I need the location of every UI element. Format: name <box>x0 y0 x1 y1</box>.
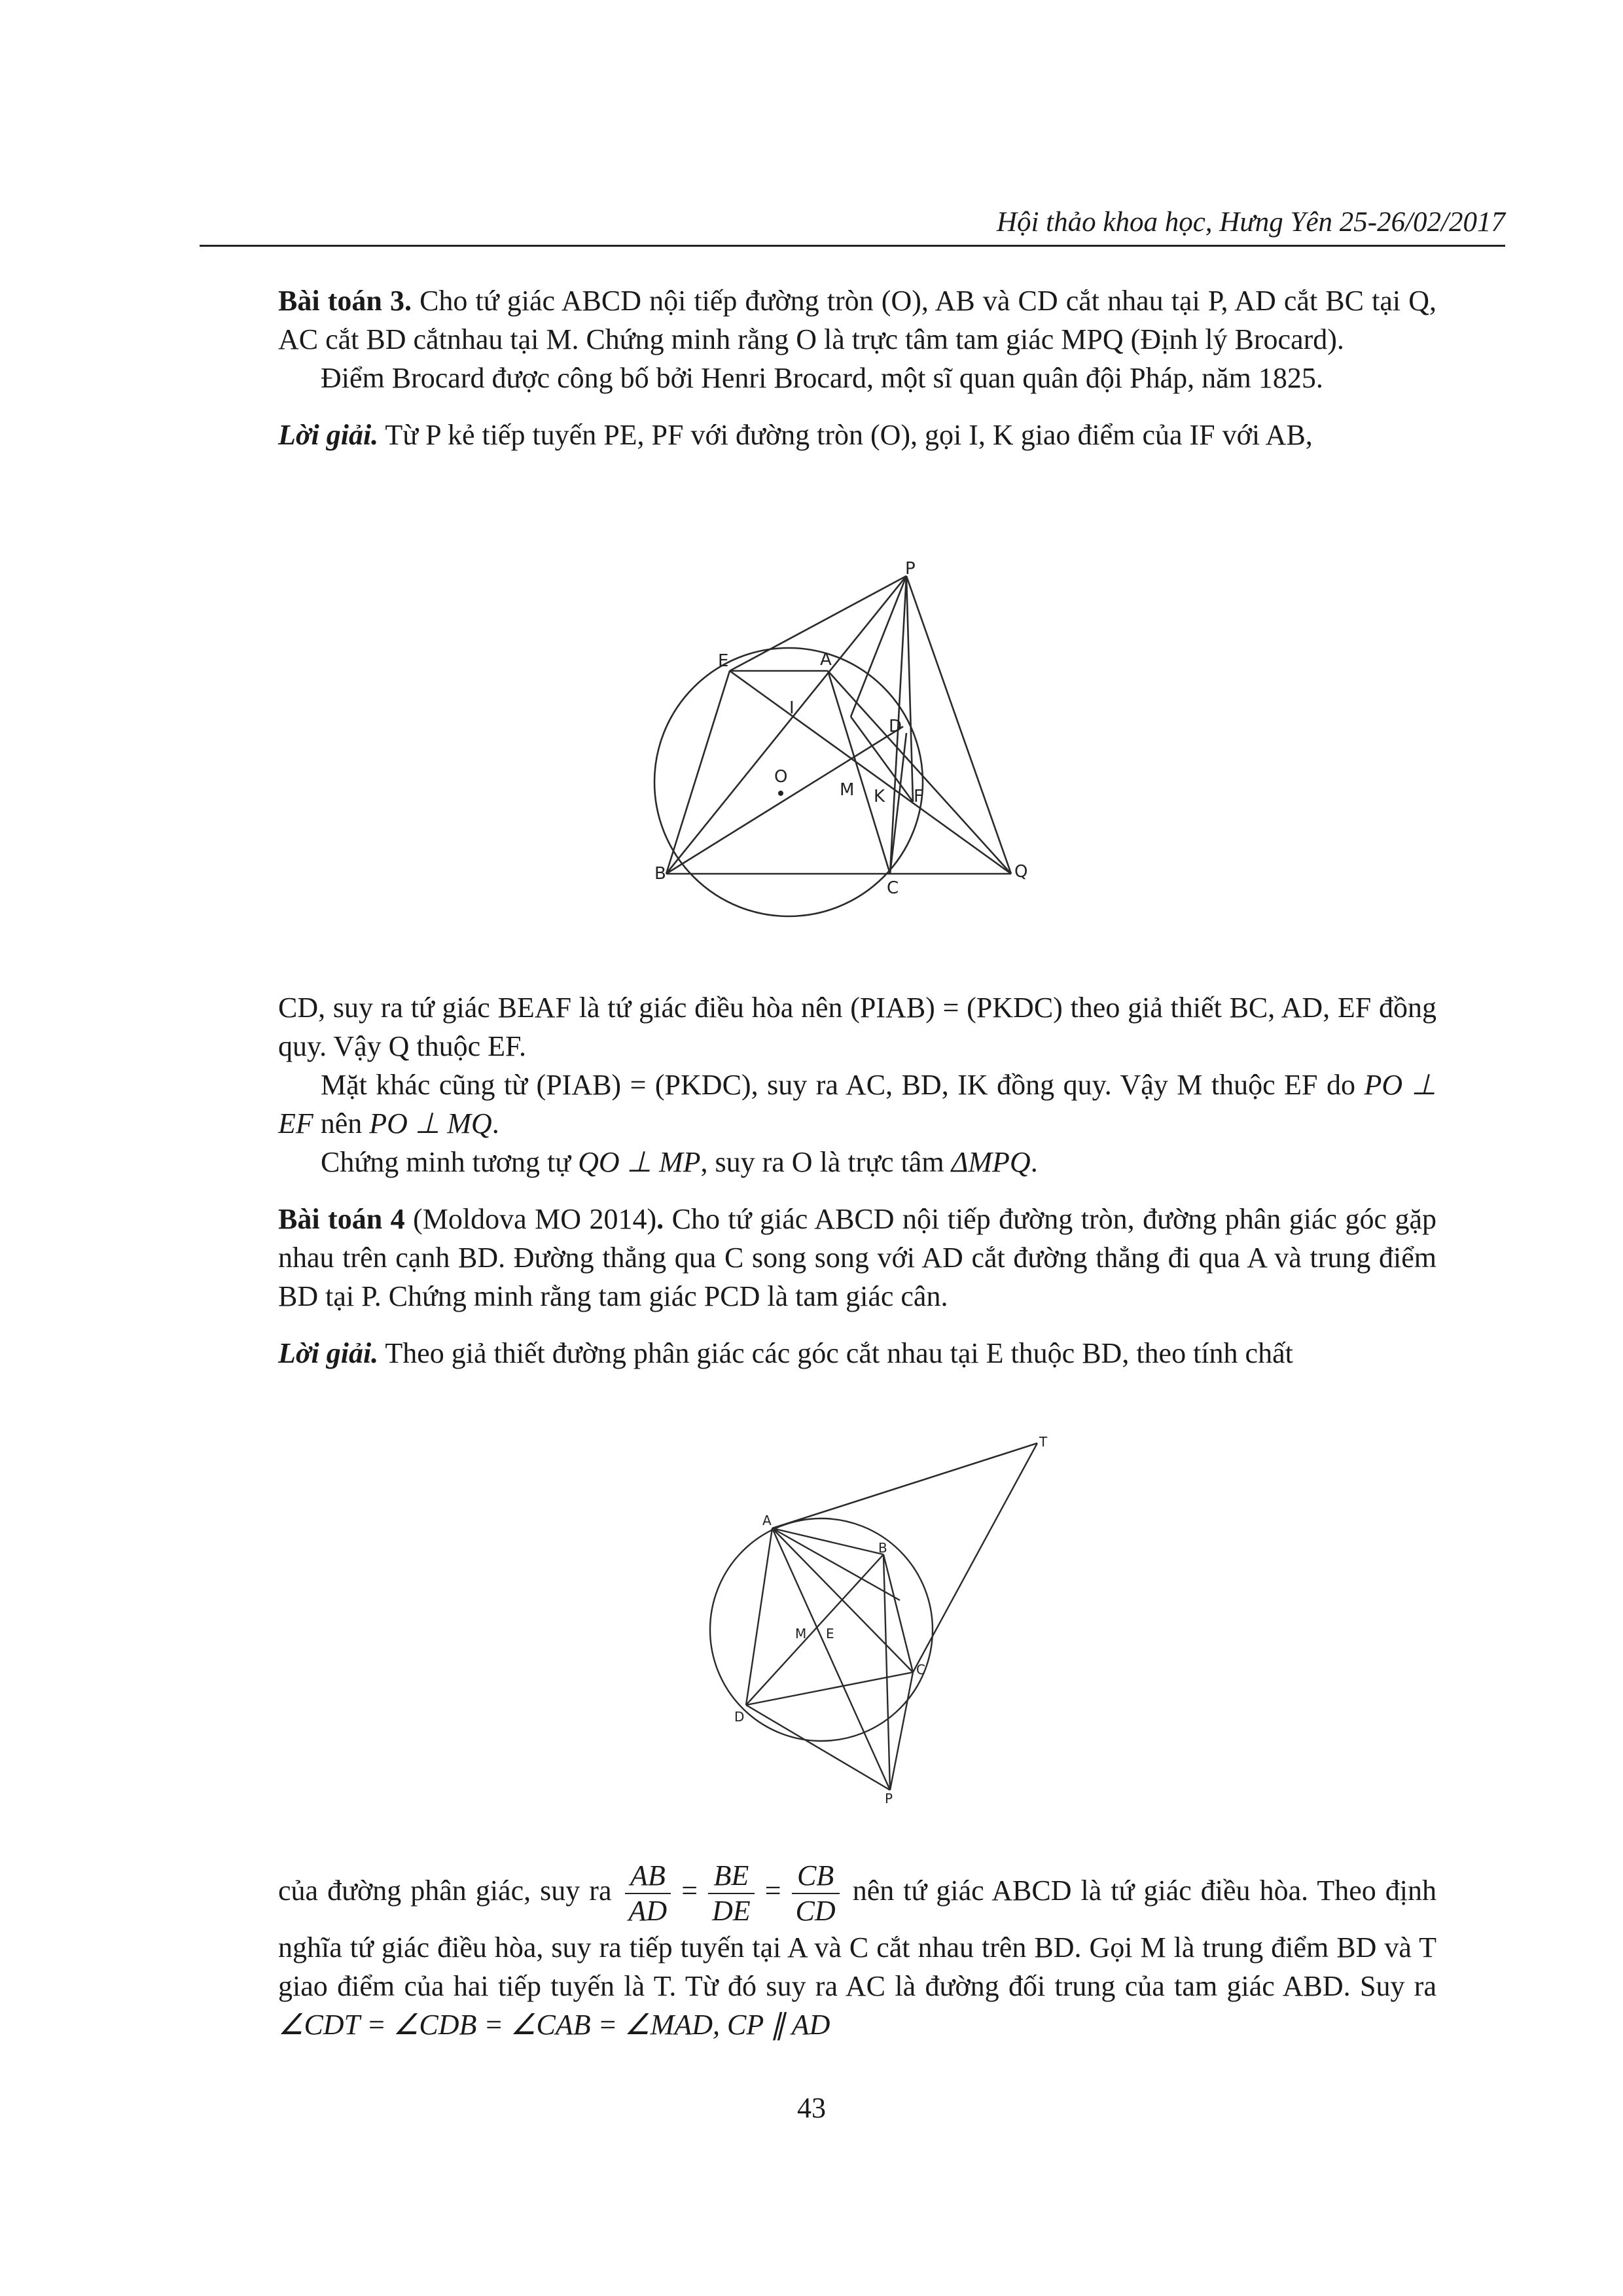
problem-4-dot: . <box>656 1203 664 1235</box>
solution-4-intro: Theo giả thiết đường phân giác các góc cắt nhau tại E thuộc BD, theo tính chất <box>378 1337 1293 1369</box>
solution-3-cont2-text: Mặt khác cũng từ (PIAB) = (PKDC), suy ra AC, BD, IK đồng quy. Vậy M thuộc EF do <box>321 1069 1364 1101</box>
solution-3-cont3-text: Chứng minh tương tự <box>321 1146 579 1178</box>
solution-3-label: Lời giải. <box>278 419 379 451</box>
problem-4-statement: Cho tứ giác ABCD nội tiếp đường tròn, đường phân giác góc gặp nhau trên cạnh BD. Đường thẳng qua C song song với AD cắt đường thẳng đi qua A và trung điểm BD tại P. Chứng minh rằng tam giác PCD là tam giác cân. <box>278 1203 1436 1312</box>
problem-3-block <box>278 281 1436 454</box>
fig1-label-m: M <box>840 780 855 800</box>
fraction-2-denominator: DE <box>712 1895 751 1927</box>
fig1-label-b: B <box>654 864 666 884</box>
solution-3-intro: Từ P kẻ tiếp tuyến PE, PF với đường tròn (O), gọi I, K giao điểm của IF với AB, <box>378 419 1313 451</box>
fig1-label-i: I <box>789 698 794 718</box>
running-header: Hội thảo khoa học, Hưng Yên 25-26/02/2017 <box>200 208 1505 247</box>
fig1-label-c: C <box>887 878 899 898</box>
circumcircle <box>710 1518 933 1741</box>
fig1-label-d: D <box>889 717 902 736</box>
fig2-label-a: A <box>762 1513 772 1528</box>
fig1-label-k: K <box>874 787 885 806</box>
solution-3-cont3-join: , suy ra O là trực tâm <box>700 1146 952 1178</box>
figure-brocard <box>648 560 1067 946</box>
solution-4-continuation <box>278 1859 1436 2044</box>
fig1-label-a: A <box>820 650 832 670</box>
page-number: 43 <box>797 2092 826 2124</box>
fig2-label-t: T <box>1039 1434 1048 1450</box>
fig2-label-e: E <box>826 1626 834 1641</box>
solution-3-cont3-end: . <box>1030 1146 1038 1178</box>
math-qo-perp-mp: QO ⊥ MP <box>578 1146 701 1178</box>
fraction-3-numerator: CB <box>792 1859 840 1894</box>
problem-3-statement: Cho tứ giác ABCD nội tiếp đường tròn (O), AB và CD cắt nhau tại P, AD cắt BC tại Q, AC cắt BD cắtnhau tại M. Chứng minh rằng O là trực tâm tam giác MPQ (Định lý Brocard). <box>278 285 1436 355</box>
fraction-3-denominator: CD <box>795 1895 836 1927</box>
fraction-cb-cd <box>792 1859 840 1928</box>
brocard-note: Điểm Brocard được công bố bởi Henri Brocard, một sĩ quan quân đội Pháp, năm 1825. <box>321 362 1323 394</box>
fig1-label-q: Q <box>1014 862 1028 882</box>
fig1-label-p: P <box>905 560 916 579</box>
fig1-label-f: F <box>914 787 923 806</box>
center-point-o <box>778 791 783 796</box>
solution-4-cont-body: nên tứ giác ABCD là tứ giác điều hòa. Theo định nghĩa tứ giác điều hòa, suy ra tiếp tuyến tại A và C cắt nhau trên BD. Gọi M là trung điểm BD và T giao điểm của hai tiếp tuyến là T. Từ đó suy ra AC là đường đối trung của tam giác ABD. Suy ra <box>278 1874 1437 2002</box>
problem-3-label: Bài toán 3. <box>278 285 412 317</box>
figure-harmonic-quadrilateral <box>694 1427 1060 1820</box>
fraction-1-denominator: AD <box>628 1895 668 1927</box>
problem-4-source: (Moldova MO 2014) <box>404 1203 657 1235</box>
fig2-label-p: P <box>885 1791 893 1806</box>
problem-4-label: Bài toán 4 <box>278 1203 405 1235</box>
fig1-label-o: O <box>774 767 788 787</box>
fig2-label-d: D <box>734 1709 745 1725</box>
fraction-be-de <box>708 1859 755 1928</box>
fraction-ab-ad <box>625 1859 671 1928</box>
solution-3-cont2-end: . <box>491 1107 499 1139</box>
solution-3-cont1: CD, suy ra tứ giác BEAF là tứ giác điều hòa nên (PIAB) = (PKDC) theo giả thiết BC, AD, EF đồng quy. Vậy Q thuộc EF. <box>278 992 1436 1062</box>
solution-3-continuation <box>278 988 1436 1372</box>
fig1-label-e: E <box>718 651 729 671</box>
fraction-1-numerator: AB <box>625 1859 671 1894</box>
math-triangle-mpq: ΔMPQ <box>951 1146 1031 1178</box>
equals-sign-1: = <box>681 1874 698 1907</box>
solution-3-cont2-join: nên <box>313 1107 370 1139</box>
solution-4-label: Lời giải. <box>278 1337 379 1369</box>
math-po-perp-mq: PO ⊥ MQ <box>369 1107 492 1139</box>
fig2-label-c: C <box>916 1662 925 1677</box>
math-po-perp-ef: PO ⊥ EF <box>278 1069 1436 1139</box>
solution-4-cont-text: của đường phân giác, suy ra <box>278 1874 612 1907</box>
equals-sign-2: = <box>764 1874 781 1907</box>
fraction-2-numerator: BE <box>708 1859 755 1894</box>
fig2-label-b: B <box>878 1540 887 1556</box>
fig2-label-m: M <box>795 1626 807 1641</box>
math-angle-equalities: ∠CDT = ∠CDB = ∠CAB = ∠MAD, CP ∥ AD <box>278 2009 830 2041</box>
